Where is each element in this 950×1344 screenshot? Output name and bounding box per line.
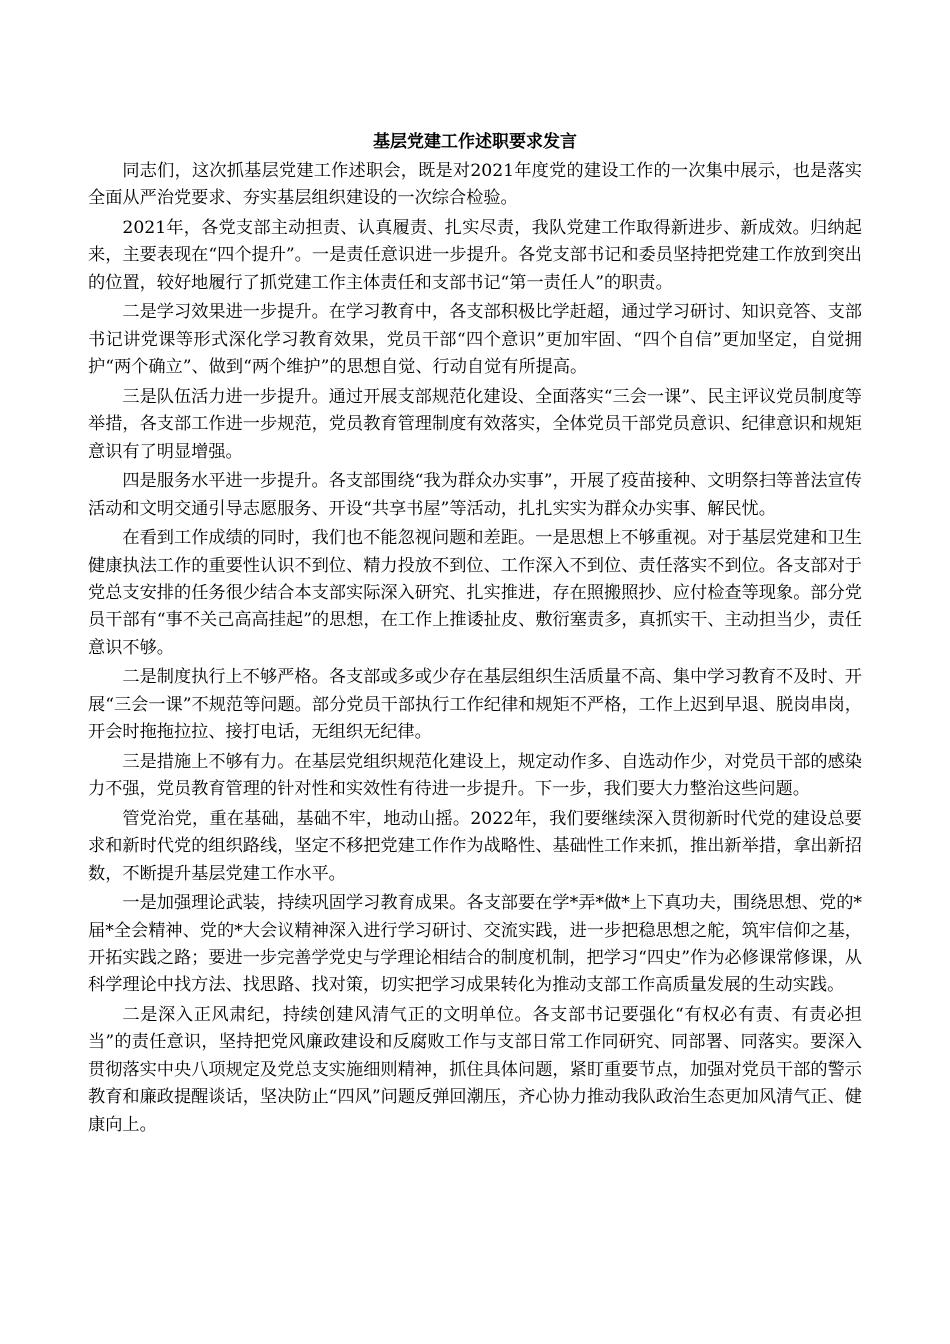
paragraph-achievements-responsibility: 2021年，各党支部主动担责、认真履责、扎实尽责，我队党建工作取得新进步、新成效。归纳起来，主要表现在“四个提升”。一是责任意识进一步提升。各党支部书记和委员坚持把党建工作放到突出的位置，较好地履行了抓党建工作主体责任和支部书记“第一责任人”的职责。 [88,218,862,293]
paragraph-achievements-learning: 二是学习效果进一步提升。在学习教育中，各支部积极比学赶超，通过学习研讨、知识竞答、支部书记讲党课等形式深化学习教育效果，党员干部“四个意识”更加牢固、“四个自信”更加坚定，自觉拥护“两个确立”、做到“两个维护”的思想自觉、行动自觉有所提高。 [88,302,862,378]
paragraph-problems-system: 二是制度执行上不够严格。各支部或多或少存在基层组织生活质量不高、集中学习教育不及时、开展“三会一课”不规范等问题。部分党员干部执行工作纪律和规矩不严格，工作上迟到早退、脱岗串岗，开会时拖拖拉拉、接打电话，无组织无纪律。 [88,667,862,743]
paragraph-opening: 同志们，这次抓基层党建工作述职会，既是对2021年度党的建设工作的一次集中展示，也是落实全面从严治党要求、夯实基层组织建设的一次综合检验。 [88,161,862,209]
paragraph-achievements-service: 四是服务水平进一步提升。各支部围绕“我为群众办实事”，开展了疫苗接种、文明祭扫等普法宣传活动和文明交通引导志愿服务、开设“共享书屋”等活动，扎扎实实为群众办实事、解民忧。 [88,471,862,519]
paragraph-plan-2022: 管党治党，重在基础，基础不牢，地动山摇。2022年，我们要继续深入贯彻新时代党的建设总要求和新时代党的组织路线，坚定不移把党建工作作为战略性、基础性工作来抓，推出新举措，拿出新招数，不断提升基层党建工作水平。 [88,808,862,884]
paragraph-problems-measures: 三是措施上不够有力。在基层党组织规范化建设上，规定动作多、自选动作少，对党员干部的感染力不强，党员教育管理的针对性和实效性有待进一步提升。下一步，我们要大力整治这些问题。 [88,751,862,800]
paragraph-plan-discipline: 二是深入正风肃纪，持续创建风清气正的文明单位。各支部书记要强化“有权必有责、有责必担当”的责任意识，坚持把党风廉政建设和反腐败工作与支部日常工作同研究、同部署、同落实。要深入贯彻落实中央八项规定及党总支实施细则精神，抓住具体问题，紧盯重要节点，加强对党员干部的警示教育和廉政提醒谈话，坚决防止“四风”问题反弹回潮压，齐心协力推动我队政治生态更加风清气正、健康向上。 [88,1005,862,1135]
paragraph-problems-thinking: 在看到工作成绩的同时，我们也不能忽视问题和差距。一是思想上不够重视。对于基层党建和卫生健康执法工作的重要性认识不到位、精力投放不到位、工作深入不到位、责任落实不到位。各支部对于党总支安排的任务很少结合本支部实际深入研究、扎实推进，存在照搬照抄、应付检查等现象。部分党员干部有“事不关己高高挂起”的思想，在工作上推诿扯皮、敷衍塞责多，真抓实干、主动担当少，责任意识不够。 [88,528,862,658]
document-body [88,158,862,1141]
document-title: 基层党建工作述职要求发言 [373,132,577,152]
paragraph-achievements-team: 三是队伍活力进一步提升。通过开展支部规范化建设、全面落实“三会一课”、民主评议党员制度等举措，各支部工作进一步规范，党员教育管理制度有效落实，全体党员干部党员意识、纪律意识和规矩意识有了明显增强。 [88,386,862,462]
paragraph-plan-theory: 一是加强理论武装，持续巩固学习教育成果。各支部要在学*弄*做*上下真功夫，围绕思想、党的*届*全会精神、党的*大会议精神深入进行学习研讨、交流实践，进一步把稳思想之舵，筑牢信仰之基，开拓实践之路；要进一步完善学党史与学理论相结合的制度机制，把学习“四史”作为必修课常修课，从科学理论中找方法、找思路、找对策，切实把学习成果转化为推动支部工作高质量发展的生动实践。 [88,893,862,996]
